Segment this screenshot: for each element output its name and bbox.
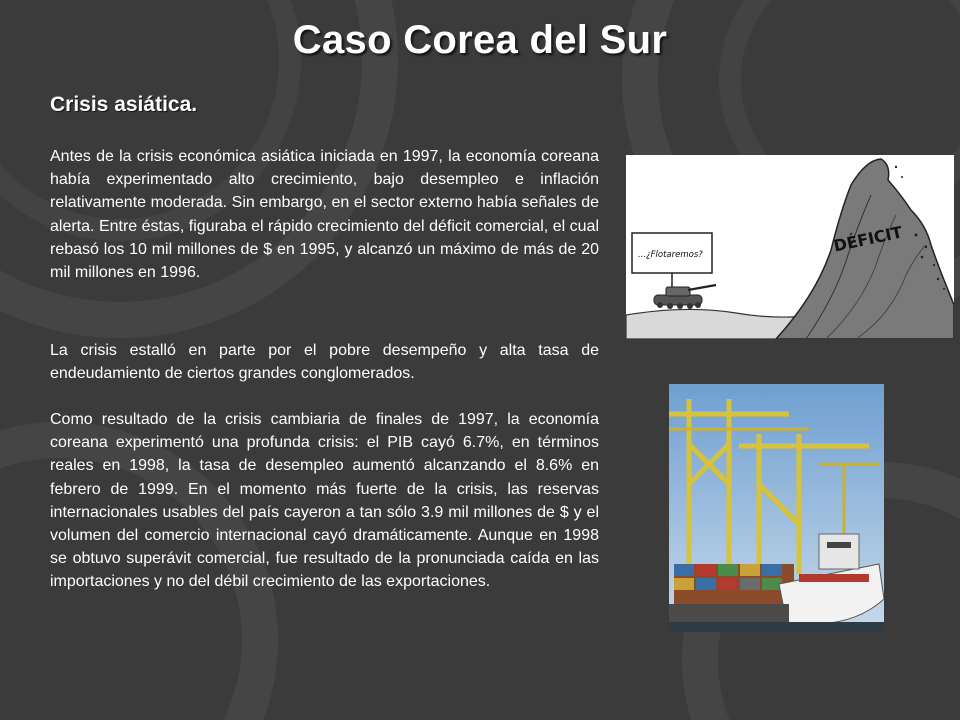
deficit-wave-cartoon	[626, 155, 954, 339]
slide-title: Caso Corea del Sur	[292, 18, 668, 62]
slide-subtitle: Crisis asiática.	[50, 93, 198, 116]
paragraph-deficit: Antes de la crisis económica asiática iniciada en 1997, la economía coreana había experimentado alto crecimiento, bajo desempleo e inflación relativamente moderada. Sin embargo, en el sector externo había señales de alerta. Entre éstas, figuraba el rápido crecimiento del déficit comercial, el cual rebasó los 10 mil millones de $ en 1995, y alcanzó un máximo de más de 20 mil millones en 1996.	[50, 148, 599, 282]
cartoon-sign-label: ...¿Flotaremos?	[638, 250, 703, 260]
cartoon-wave-label: DÉFICIT	[831, 222, 904, 256]
paragraph-conglomerates: La crisis estalló en parte por el pobre desempeño y alta tasa de endeudamiento de ciertos grandes conglomerados.	[50, 342, 599, 383]
paragraph-crisis-results: Como resultado de la crisis cambiaria de finales de 1997, la economía coreana experimentó una profunda crisis: el PIB cayó 6.7%, en términos reales en 1998, la tasa de desempleo aumentó alcanzando el 8.6% en febrero de 1999. En el momento más fuerte de la crisis, las reservas internacionales usables del país cayeron a tan sólo 3.9 mil millones de $ y el volumen del comercio internacional cayó dramáticamente. Aunque en 1998 se obtuvo superávit comercial, fue resultado de la pronunciada caída en las importaciones y no del débil crecimiento de las exportaciones.	[50, 411, 599, 591]
container-port-photo	[669, 384, 884, 632]
